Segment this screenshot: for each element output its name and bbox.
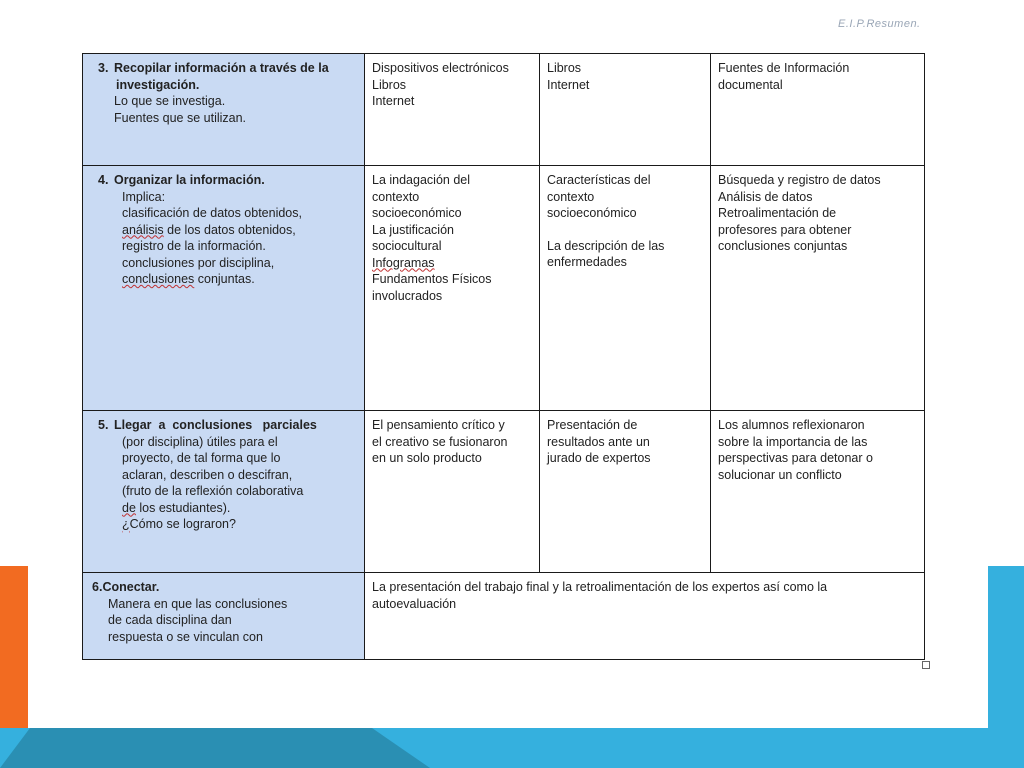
detail-line: clasificación de datos obtenidos, — [122, 206, 302, 220]
spacer — [547, 222, 703, 238]
detail-line: respuesta o se vinculan con — [108, 629, 263, 644]
table-row-5 — [83, 411, 925, 573]
cell-5-col3 — [540, 411, 711, 573]
cell-line: El pensamiento crítico y — [372, 418, 505, 432]
cell-line: documental — [718, 77, 783, 92]
cell-line: Dispositivos electrónicos — [372, 61, 509, 75]
cell-line: Análisis de datos — [718, 189, 813, 204]
detail-line: de cada disciplina dan — [108, 613, 232, 627]
cell-line: contexto — [547, 189, 595, 204]
cell-line: perspectivas para detonar o — [718, 451, 873, 465]
cell-line: La indagación del — [372, 173, 470, 187]
detail-line: (fruto de la reflexión colaborativa — [122, 484, 304, 498]
cell-line: Fundamentos Físicos — [372, 272, 492, 286]
cell-line: autoevaluación — [372, 596, 457, 611]
cell-6-wide — [365, 573, 925, 660]
detail-text: conjuntas. — [194, 272, 255, 286]
cell-5-col2 — [365, 411, 540, 573]
detail-line: Lo que se investiga. — [114, 94, 226, 108]
cell-line: conclusiones conjuntas — [718, 239, 848, 253]
cell-line: La presentación del trabajo final y la retroalimentación de los expertos así como la — [372, 580, 828, 594]
cell-line: en un solo producto — [372, 451, 482, 465]
detail-line: Fuentes que se utilizan. — [114, 110, 247, 125]
cell-line: socioeconómico — [372, 206, 462, 220]
cell-line: Infogramas — [372, 255, 435, 270]
spell-word: ¿ — [122, 517, 130, 531]
table-resize-handle[interactable] — [922, 661, 930, 669]
header-note: E.I.P.Resumen. — [838, 18, 921, 30]
spell-word: conclusiones — [122, 272, 195, 286]
cell-4-col2 — [365, 166, 540, 411]
cell-line: La justificación — [372, 222, 454, 237]
cell-line: solucionar un conflicto — [718, 467, 842, 482]
step-title-4: 4. Organizar la información. — [98, 173, 265, 187]
cell-line: profesores para obtener — [718, 222, 852, 237]
cell-line: Internet — [547, 77, 590, 92]
table-row-6 — [83, 573, 925, 660]
step-title-5: 5. Llegar a conclusiones parciales — [98, 418, 317, 432]
cell-line: Búsqueda y registro de datos — [718, 173, 881, 187]
cell-line: resultados ante un — [547, 434, 650, 449]
cell-3-col3 — [540, 54, 711, 166]
table-row-3 — [83, 54, 925, 166]
cell-line: sobre la importancia de las — [718, 434, 868, 449]
cell-line: el creativo se fusionaron — [372, 434, 508, 449]
detail-text: Cómo se lograron? — [129, 517, 236, 531]
detail-line — [90, 271, 357, 288]
detail-line: Manera en que las conclusiones — [108, 596, 288, 611]
cell-line: Libros — [547, 61, 582, 75]
detail-line — [90, 516, 357, 533]
cell-line: involucrados — [372, 288, 443, 303]
cell-line: contexto — [372, 189, 420, 204]
detail-text: los estudiantes). — [135, 500, 231, 515]
spell-word: de — [122, 500, 136, 515]
cell-4-col4 — [711, 166, 925, 411]
step-title-3: 3. Recopilar información a través de la — [98, 61, 329, 75]
detail-line: proyecto, de tal forma que lo — [122, 451, 281, 465]
cell-line: Presentación de — [547, 418, 638, 432]
detail-line — [90, 500, 357, 517]
detail-line: conclusiones por disciplina, — [122, 255, 275, 270]
cell-line: Retroalimentación de — [718, 206, 837, 220]
cell-line: Fuentes de Información — [718, 61, 850, 75]
cell-line: jurado de expertos — [547, 451, 651, 465]
step-title-6: 6.Conectar. — [92, 580, 160, 594]
cell-line: sociocultural — [372, 239, 442, 253]
step-cell-6 — [83, 573, 365, 660]
detail-line: aclaran, describen o descifran, — [122, 467, 293, 482]
spell-word: análisis — [122, 222, 164, 237]
table-row-4 — [83, 166, 925, 411]
cell-4-col3 — [540, 166, 711, 411]
summary-table — [82, 53, 925, 660]
detail-line: (por disciplina) útiles para el — [122, 434, 278, 449]
bottom-decor-band — [0, 728, 1024, 768]
cell-3-col4 — [711, 54, 925, 166]
cell-line: Características del — [547, 173, 651, 187]
cell-3-col2 — [365, 54, 540, 166]
step-cell-3 — [83, 54, 365, 166]
detail-text: de los datos obtenidos, — [163, 222, 296, 237]
detail-line: registro de la información. — [122, 239, 266, 253]
cell-line: Los alumnos reflexionaron — [718, 418, 865, 432]
step-title-3-cont: investigación. — [116, 77, 200, 92]
detail-line: Implica: — [122, 189, 166, 204]
cell-line: enfermedades — [547, 255, 627, 269]
step-cell-4 — [83, 166, 365, 411]
cell-line: Internet — [372, 94, 415, 108]
cell-line: La descripción de las — [547, 238, 665, 253]
cell-line: Libros — [372, 77, 407, 92]
step-cell-5 — [83, 411, 365, 573]
detail-line — [90, 222, 357, 239]
cell-5-col4 — [711, 411, 925, 573]
cell-line: socioeconómico — [547, 206, 637, 220]
